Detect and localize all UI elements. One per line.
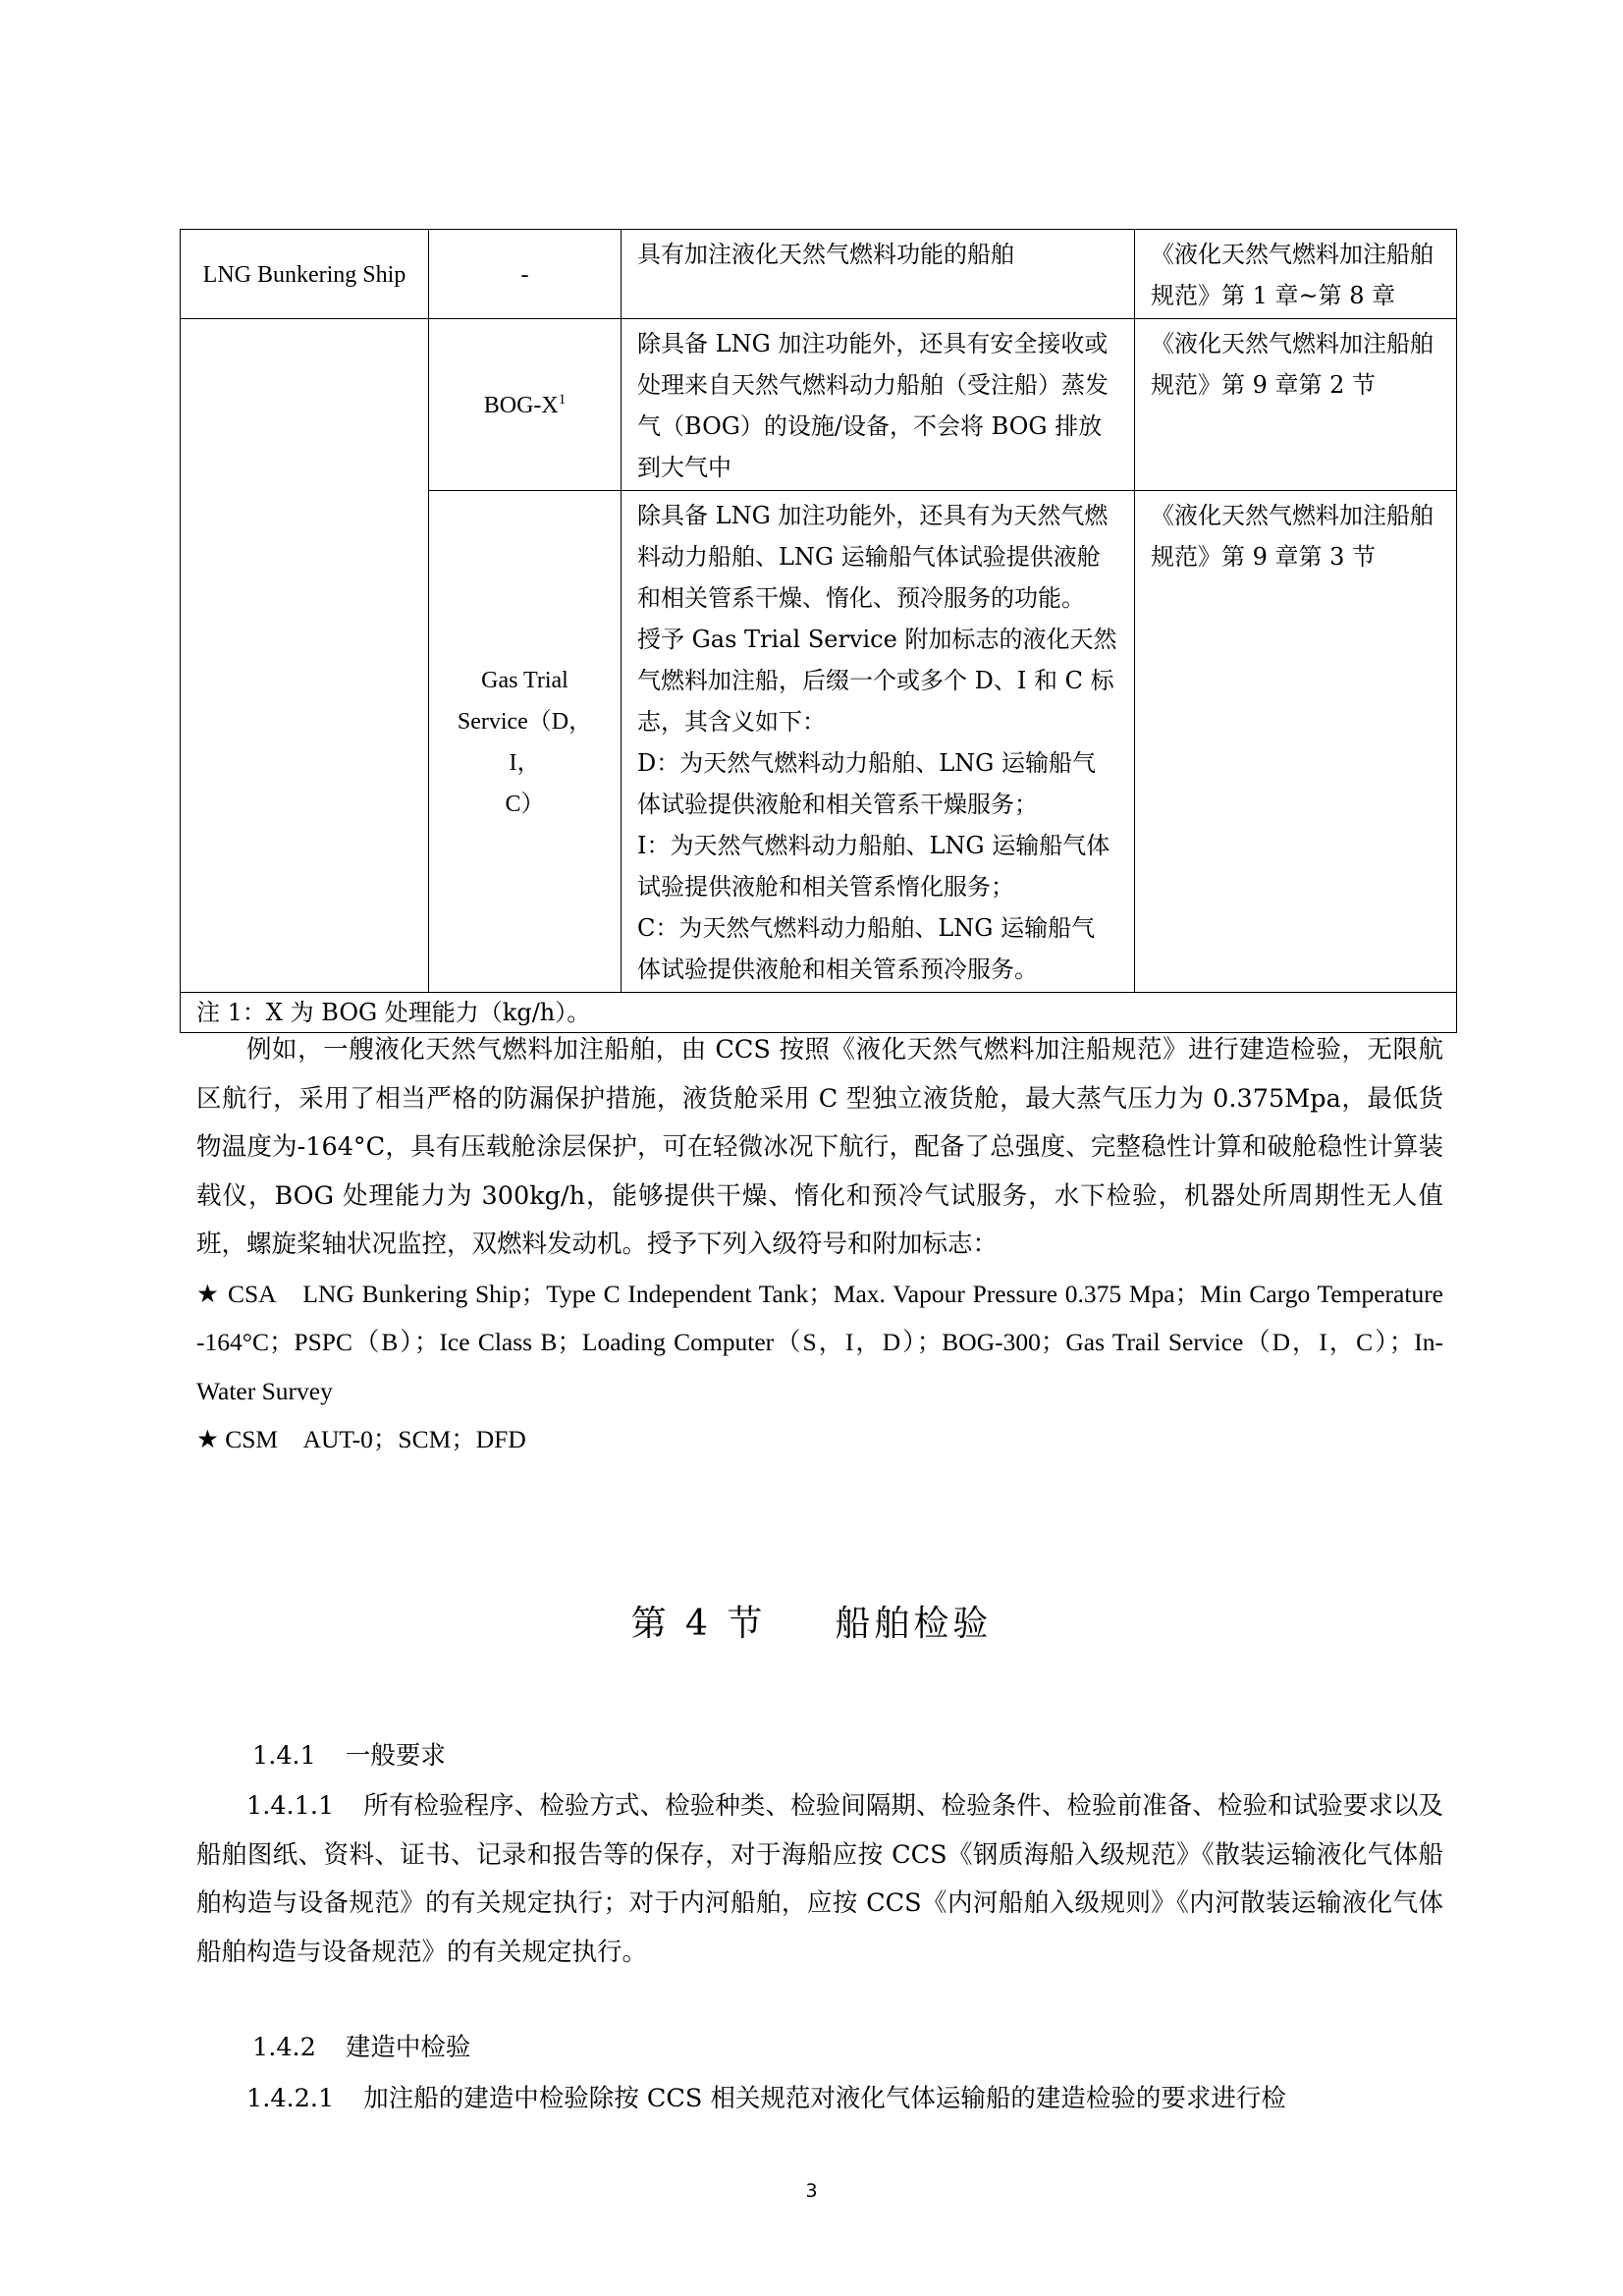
description-cell: 具有加注液化天然气燃料功能的船舶 xyxy=(622,230,1135,319)
reference-cell: 《液化天然气燃料加注船舶规范》第 9 章第 3 节 xyxy=(1135,491,1457,993)
section-heading xyxy=(0,1596,1623,1646)
example-block xyxy=(196,1026,1443,1464)
subsection-title: 建造中检验 xyxy=(345,2033,471,2062)
clause-number: 1.4.2.1 xyxy=(246,2084,335,2113)
subsection-number: 1.4.2 xyxy=(252,2033,316,2062)
description-paragraph: I：为天然气燃料动力船舶、LNG 运输船气体试验提供液舱和相关管系惰化服务； xyxy=(637,832,1110,901)
reference-cell: 《液化天然气燃料加注船舶规范》第 9 章第 2 节 xyxy=(1135,319,1457,491)
section-number: 第 4 节 xyxy=(630,1604,767,1644)
clause-block xyxy=(196,2075,1443,2124)
description-cell xyxy=(622,491,1135,993)
notation-mark-cell xyxy=(429,491,622,993)
subsection-title: 一般要求 xyxy=(345,1741,446,1771)
reference-cell: 《液化天然气燃料加注船舶规范》第 1 章~第 8 章 xyxy=(1135,230,1457,319)
mark-line: Service（D，I， xyxy=(457,709,593,776)
csm-notation-line: ★ CSM AUT-0；SCM；DFD xyxy=(196,1425,526,1453)
notation-mark-cell: - xyxy=(429,230,622,319)
clause-paragraph xyxy=(196,2075,1443,2124)
description-paragraph: D：为天然气燃料动力船舶、LNG 运输船气体试验提供液舱和相关管系干燥服务； xyxy=(637,749,1096,818)
bog-mark: BOG-X xyxy=(483,393,559,418)
notation-name-cell: LNG Bunkering Ship xyxy=(181,230,429,319)
notation-table xyxy=(180,229,1457,1033)
mark-line: C） xyxy=(505,792,545,817)
empty-name-cell xyxy=(181,319,429,993)
page-number: 3 xyxy=(805,2180,818,2202)
csa-notation-line: ★ CSA LNG Bunkering Ship；Type C Independent Tank；Max. Vapour Pressure 0.375 Mpa；Min Cargo Temperature -164°C；PSPC（B）；Ice Class B；Loading Computer（S，I，D）；BOG-300；Gas Trail Service（D，I，C）；In-Water Survey xyxy=(196,1279,1443,1405)
description-cell: 除具备 LNG 加注功能外，还具有安全接收或处理来自天然气燃料动力船舶（受注船）蒸发气（BOG）的设施/设备，不会将 BOG 排放到大气中 xyxy=(622,319,1135,491)
footnote-marker: 1 xyxy=(558,392,567,408)
section-title: 船舶检验 xyxy=(835,1604,993,1644)
table-row xyxy=(181,319,1457,491)
description-paragraph: 除具备 LNG 加注功能外，还具有为天然气燃料动力船舶、LNG 运输船气体试验提供液舱和相关管系干燥、惰化、预冷服务的功能。 xyxy=(637,502,1109,612)
clause-text: 所有检验程序、检验方式、检验种类、检验间隔期、检验条件、检验前准备、检验和试验要求以及船舶图纸、资料、证书、记录和报告等的保存，对于海船应按 CCS《钢质海船入级规范》《散装运输液化气体船舶构造与设备规范》的有关规定执行；对于内河船舶，应按 CCS《内河船舶入级规则》《内河散装运输液化气体船舶构造与设备规范》的有关规定执行。 xyxy=(196,1791,1443,1967)
mark-line: Gas Trial xyxy=(481,668,568,693)
clause-block xyxy=(196,1782,1443,1977)
subsection-heading xyxy=(252,1736,446,1772)
description-paragraph: C：为天然气燃料动力船舶、LNG 运输船气体试验提供液舱和相关管系预冷服务。 xyxy=(637,914,1096,983)
clause-number: 1.4.1.1 xyxy=(246,1791,335,1821)
notation-mark-cell xyxy=(429,319,622,491)
clause-text: 加注船的建造中检验除按 CCS 相关规范对液化气体运输船的建造检验的要求进行检 xyxy=(363,2084,1286,2113)
subsection-number: 1.4.1 xyxy=(252,1741,316,1771)
example-paragraph: 例如，一艘液化天然气燃料加注船舶，由 CCS 按照《液化天然气燃料加注船规范》进行建造检验，无限航区航行，采用了相当严格的防漏保护措施，液货舱采用 C 型独立液货舱，最大蒸气压力为 0.375Mpa，最低货物温度为-164°C，具有压载舱涂层保护，可在轻微冰况下航行，配备了总强度、完整稳性计算和破舱稳性计算装载仪，BOG 处理能力为 300kg/h，能够提供干燥、惰化和预冷气试服务，水下检验，机器处所周期性无人值班，螺旋桨轴状况监控，双燃料发动机。授予下列入级符号和附加标志： xyxy=(196,1035,1443,1259)
clause-paragraph xyxy=(196,1782,1443,1977)
description-paragraph: 授予 Gas Trial Service 附加标志的液化天然气燃料加注船，后缀一个或多个 D、I 和 C 标志，其含义如下： xyxy=(637,626,1117,736)
table-row xyxy=(181,230,1457,319)
table-footnote: 注 1：X 为 BOG 处理能力（kg/h）。 xyxy=(181,993,1457,1033)
subsection-heading xyxy=(252,2028,470,2063)
